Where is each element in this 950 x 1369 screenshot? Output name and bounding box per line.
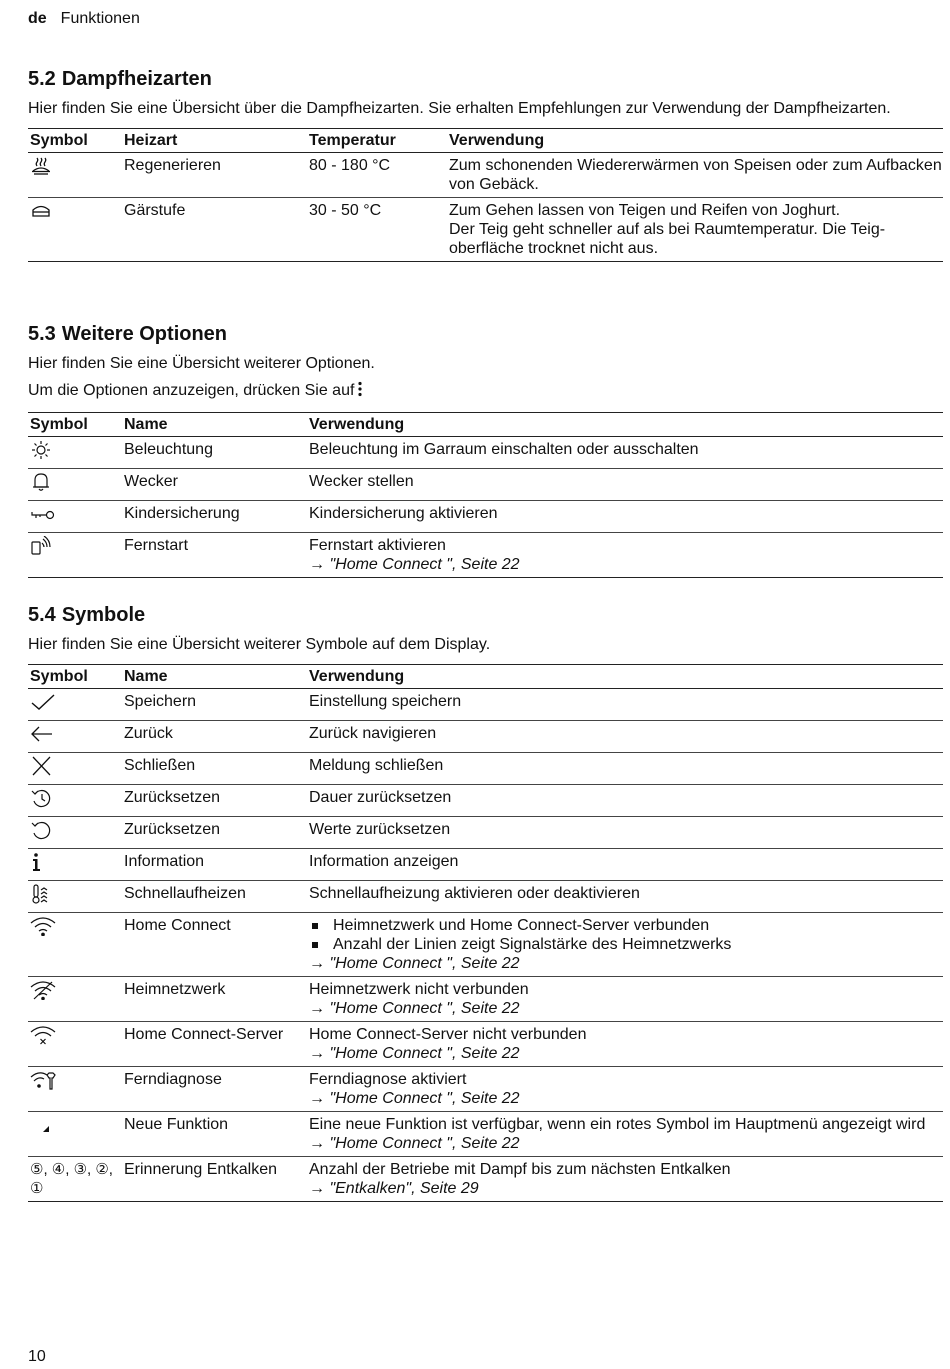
table-row bbox=[28, 533, 943, 578]
symbols-table bbox=[28, 664, 943, 1202]
table-row bbox=[28, 689, 943, 721]
table-row bbox=[28, 817, 943, 849]
col-header-temperatur: Temperatur bbox=[307, 129, 447, 153]
usage-cell bbox=[307, 1067, 943, 1112]
usage-cell bbox=[307, 1022, 943, 1067]
table-row bbox=[28, 1067, 943, 1112]
usage-text: Zum schonenden Wiedererwärmen von Speisen oder zum Aufbacken von Gebäck. bbox=[447, 153, 943, 198]
reset-icon bbox=[30, 820, 56, 840]
symbol-name: Ferndiagnose bbox=[122, 1067, 307, 1112]
usage-text: Dauer zurücksetzen bbox=[307, 785, 943, 817]
usage-cell bbox=[307, 1157, 943, 1202]
usage-text: Anzahl der Betriebe mit Dampf bis zum nächsten Entkalken bbox=[309, 1161, 731, 1178]
table-row bbox=[28, 881, 943, 913]
section-title: Symbole bbox=[61, 604, 146, 626]
section-number: 5.2 bbox=[28, 68, 56, 90]
list-item: Heimnetzwerk und Home Connect-Server verbunden bbox=[309, 916, 943, 935]
symbol-name: Speichern bbox=[122, 689, 307, 721]
table-header-row bbox=[28, 413, 943, 437]
symbol-name: Home Connect bbox=[122, 913, 307, 977]
arrow-right-icon: → bbox=[309, 1090, 330, 1107]
section-5-3 bbox=[28, 322, 943, 578]
col-header-verwendung: Verwendung bbox=[307, 665, 943, 689]
option-name: Beleuchtung bbox=[122, 437, 307, 469]
table-row bbox=[28, 1112, 943, 1157]
reference-text: "Home Connect ", Seite 22 bbox=[329, 1090, 520, 1107]
col-header-verwendung: Verwendung bbox=[447, 129, 943, 153]
symbol-name: Neue Funktion bbox=[122, 1112, 307, 1157]
table-row bbox=[28, 1022, 943, 1067]
section-5-2 bbox=[28, 67, 943, 262]
bullet-list bbox=[309, 916, 943, 954]
cross-reference-link[interactable] bbox=[309, 999, 943, 1018]
symbol-name: Information bbox=[122, 849, 307, 881]
symbol-name: Home Connect-Server bbox=[122, 1022, 307, 1067]
table-row bbox=[28, 501, 943, 533]
remote-diagnosis-icon bbox=[30, 1070, 56, 1090]
table-row bbox=[28, 913, 943, 977]
usage-text: Beleuchtung im Garraum einschalten oder ausschalten bbox=[307, 437, 943, 469]
section-title: Weitere Optionen bbox=[61, 323, 228, 345]
page-number: 10 bbox=[28, 1348, 46, 1365]
wifi-icon bbox=[30, 916, 56, 936]
options-table bbox=[28, 412, 943, 578]
cross-reference-link[interactable] bbox=[309, 1179, 943, 1198]
usage-cell bbox=[307, 977, 943, 1022]
instruction-text: Um die Optionen anzuzeigen, drücken Sie auf bbox=[28, 382, 355, 399]
usage-text: Einstellung speichern bbox=[307, 689, 943, 721]
section-intro: Hier finden Sie eine Übersicht über die Dampfheizarten. Sie erhalten Empfehlungen zur Verwendung der Dampfheizarten. bbox=[28, 100, 891, 117]
section-heading bbox=[28, 67, 943, 91]
symbol-name: Zurücksetzen bbox=[122, 817, 307, 849]
info-icon bbox=[30, 852, 56, 872]
cross-reference-link[interactable] bbox=[309, 555, 943, 574]
symbol-name: Zurücksetzen bbox=[122, 785, 307, 817]
col-header-symbol: Symbol bbox=[28, 665, 122, 689]
page-header bbox=[28, 10, 140, 28]
reference-text: "Entkalken", Seite 29 bbox=[329, 1180, 479, 1197]
reference-text: "Home Connect ", Seite 22 bbox=[329, 955, 520, 972]
chapter-title: Funktionen bbox=[60, 10, 140, 27]
symbol-name: Schnellaufheizen bbox=[122, 881, 307, 913]
usage-text: Wecker stellen bbox=[307, 469, 943, 501]
table-row bbox=[28, 1157, 943, 1202]
table-row bbox=[28, 153, 943, 198]
col-header-verwendung: Verwendung bbox=[307, 413, 943, 437]
table-row bbox=[28, 721, 943, 753]
checkmark-icon bbox=[30, 692, 56, 712]
light-icon bbox=[30, 440, 56, 460]
reference-text: "Home Connect ", Seite 22 bbox=[329, 1135, 520, 1152]
key-icon bbox=[30, 504, 56, 524]
arrow-right-icon: → bbox=[309, 556, 330, 573]
usage-text: Zurück navigieren bbox=[307, 721, 943, 753]
reset-duration-icon bbox=[30, 788, 56, 808]
cross-reference-link[interactable] bbox=[309, 1044, 943, 1063]
table-row bbox=[28, 198, 943, 262]
table-row bbox=[28, 753, 943, 785]
wifi-off-icon bbox=[30, 980, 56, 1000]
option-name: Fernstart bbox=[122, 533, 307, 578]
usage-text: Home Connect-Server nicht verbunden bbox=[309, 1026, 587, 1043]
back-arrow-icon bbox=[30, 724, 56, 744]
option-name: Wecker bbox=[122, 469, 307, 501]
usage-text: Schnellaufheizung aktivieren oder deaktivieren bbox=[307, 881, 943, 913]
reference-text: "Home Connect ", Seite 22 bbox=[329, 1000, 520, 1017]
table-row bbox=[28, 469, 943, 501]
section-instruction bbox=[28, 381, 943, 402]
symbol-name: Erinnerung Entkalken bbox=[122, 1157, 307, 1202]
col-header-name: Name bbox=[122, 665, 307, 689]
symbol-name: Zurück bbox=[122, 721, 307, 753]
heating-modes-table bbox=[28, 128, 943, 262]
usage-text: Meldung schließen bbox=[307, 753, 943, 785]
usage-cell bbox=[307, 913, 943, 977]
usage-text: Zum Gehen lassen von Teigen und Reifen von Joghurt. bbox=[449, 202, 841, 219]
usage-text: Eine neue Funktion ist verfügbar, wenn ein rotes Symbol im Hauptmenü angezeigt wird bbox=[309, 1116, 926, 1133]
reference-text: "Home Connect ", Seite 22 bbox=[329, 1045, 520, 1062]
section-title: Dampfheizarten bbox=[61, 68, 212, 90]
section-number: 5.3 bbox=[28, 323, 56, 345]
usage-text: Heimnetzwerk nicht verbunden bbox=[309, 981, 529, 998]
arrow-right-icon: → bbox=[309, 1000, 330, 1017]
temperature-range: 80 - 180 °C bbox=[307, 153, 447, 198]
table-header-row bbox=[28, 129, 943, 153]
more-options-icon bbox=[357, 381, 363, 402]
section-intro: Hier finden Sie eine Übersicht weiterer Symbole auf dem Display. bbox=[28, 636, 491, 653]
arrow-right-icon: → bbox=[309, 1045, 330, 1062]
remote-start-icon bbox=[30, 536, 56, 556]
col-header-symbol: Symbol bbox=[28, 129, 122, 153]
col-header-heizart: Heizart bbox=[122, 129, 307, 153]
usage-text: Fernstart aktivieren bbox=[309, 537, 446, 554]
table-row bbox=[28, 437, 943, 469]
heating-mode-name: Regenerieren bbox=[122, 153, 307, 198]
section-intro: Hier finden Sie eine Übersicht weiterer Optionen. bbox=[28, 355, 375, 372]
bell-icon bbox=[30, 472, 56, 492]
symbol-name: Heimnetzwerk bbox=[122, 977, 307, 1022]
cross-reference-link[interactable] bbox=[309, 1089, 943, 1108]
regenerate-icon bbox=[30, 156, 56, 176]
usage-text-extra: Der Teig geht schneller auf als bei Raumtemperatur. Die Teigoberfläche trocknet nicht aus. bbox=[449, 221, 886, 257]
close-icon bbox=[30, 756, 56, 776]
temperature-range: 30 - 50 °C bbox=[307, 198, 447, 262]
option-name: Kindersicherung bbox=[122, 501, 307, 533]
table-row bbox=[28, 785, 943, 817]
table-header-row bbox=[28, 665, 943, 689]
usage-text: Ferndiagnose aktiviert bbox=[309, 1071, 467, 1088]
language-code: de bbox=[28, 10, 47, 27]
section-heading bbox=[28, 603, 943, 627]
list-item: Anzahl der Linien zeigt Signalstärke des Heimnetzwerks bbox=[309, 935, 943, 954]
symbol-name: Schließen bbox=[122, 753, 307, 785]
usage-cell bbox=[307, 1112, 943, 1157]
rapid-heat-icon bbox=[30, 884, 56, 904]
wifi-server-off-icon bbox=[30, 1025, 56, 1045]
cross-reference-link[interactable] bbox=[309, 954, 943, 973]
reference-text: "Home Connect ", Seite 22 bbox=[329, 556, 520, 573]
table-row bbox=[28, 849, 943, 881]
usage-text: Kindersicherung aktivieren bbox=[307, 501, 943, 533]
section-5-4 bbox=[28, 603, 943, 1202]
proofing-icon bbox=[30, 201, 56, 221]
new-function-icon bbox=[30, 1115, 56, 1135]
col-header-symbol: Symbol bbox=[28, 413, 122, 437]
usage-text: Werte zurücksetzen bbox=[307, 817, 943, 849]
descale-counter-icon: ⑤, ④, ③, ②, ① bbox=[30, 1161, 113, 1197]
table-row bbox=[28, 977, 943, 1022]
cross-reference-link[interactable] bbox=[309, 1134, 943, 1153]
heating-mode-name: Gärstufe bbox=[122, 198, 307, 262]
section-number: 5.4 bbox=[28, 604, 56, 626]
arrow-right-icon: → bbox=[309, 1180, 330, 1197]
arrow-right-icon: → bbox=[309, 955, 330, 972]
col-header-name: Name bbox=[122, 413, 307, 437]
usage-cell bbox=[307, 533, 943, 578]
usage-cell bbox=[447, 198, 943, 262]
usage-text: Information anzeigen bbox=[307, 849, 943, 881]
arrow-right-icon: → bbox=[309, 1135, 330, 1152]
section-heading bbox=[28, 322, 943, 346]
